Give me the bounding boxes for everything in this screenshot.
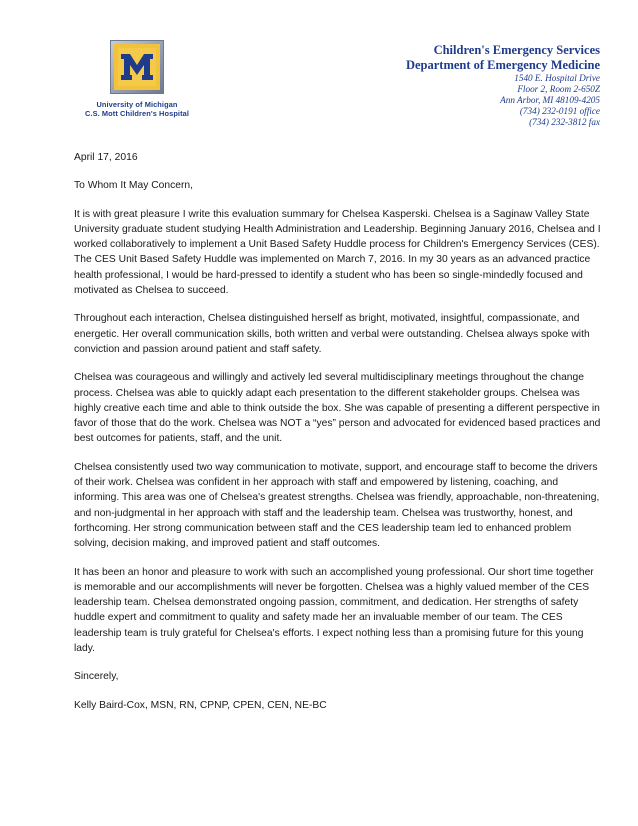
paragraph: It is with great pleasure I write this evaluation summary for Chelsea Kasperski. Chelsea is a Saginaw Valley State University graduate student studying Health Administration and Leadership. Beginning January 2016, Chelsea and I worked collaboratively to implement a Unit Based Safety Huddle process for Children's Emergency Services (CES). The CES Unit Based Safety Huddle was implemented on March 7, 2016. In my 30 years as an advanced practice health professional, I would be hard-pressed to identify a student who has been so single-mindedly focused and motivated as Chelsea to succeed. [74,208,601,297]
phone-office: (734) 232-0191 office [519,106,600,116]
letter-body [74,150,602,713]
logo-caption [82,100,192,118]
paragraph: Chelsea consistently used two way communication to motivate, support, and encourage staff to become the drivers of their work. Chelsea was confident in her approach with staff and empowered by listening, coaching, and informing. This area was one of Chelsea's greatest strengths. Chelsea was friendly, approachable, non-threatening, and non-judgmental in her approach with staff and the leadership team. Chelsea was trustworthy, honest, and forthcoming. Her strong communication between staff and the CES leadership team led to enhanced problem solving, decision making, and improved patient and staff outcomes. [74,461,600,550]
block-m-logo-icon [110,40,164,94]
letterhead [406,43,600,128]
logo-line-university: University of Michigan [96,100,178,109]
address-street: 1540 E. Hospital Drive [514,73,600,83]
university-logo [82,40,192,118]
closing: Sincerely, [74,671,119,683]
signature: Kelly Baird-Cox, MSN, RN, CPNP, CPEN, CEN, NE-BC [74,699,327,711]
org-name: Children's Emergency Services [433,43,600,57]
address-floor: Floor 2, Room 2-650Z [517,84,600,94]
salutation: To Whom It May Concern, [74,180,194,192]
paragraph: Throughout each interaction, Chelsea distinguished herself as bright, motivated, insightful, compassionate, and energetic. Her overall communication skills, both written and verbal were outstanding. Chelsea always spoke with conviction and passion around patient and staff safety. [74,313,590,355]
logo-line-hospital: C.S. Mott Children's Hospital [84,109,190,118]
department-name: Department of Emergency Medicine [405,58,600,72]
address-city: Ann Arbor, MI 48109-4205 [500,95,600,105]
paragraph: It has been an honor and pleasure to work with such an accomplished young professional. Our short time together is memorable and our accomplishments will never be forgotten. Chelsea was a highly valued member of the CES leadership team. Chelsea demonstrated ongoing passion, commitment, and dedication. Her strengths of safety huddle expert and commitment to quality and safety made her an invaluable member of our team. The CES leadership team is truly grateful for Chelsea's efforts. I expect nothing less than a promising future for this young lady. [74,566,594,655]
phone-fax: (734) 232-3812 fax [529,117,600,127]
paragraph: Chelsea was courageous and willingly and actively led several multidisciplinary meetings throughout the change process. Chelsea was able to quickly adapt each presentation to the different stakeholder groups. Chelsea was highly creative each time and able to think outside the box. She was capable of presenting a different perspective in favor of those that do the work. Chelsea was NOT a “yes” person and advocated for evidenced based practices and best outcomes for patients, staff, and the unit. [74,372,601,445]
letter-date: April 17, 2016 [74,152,138,163]
